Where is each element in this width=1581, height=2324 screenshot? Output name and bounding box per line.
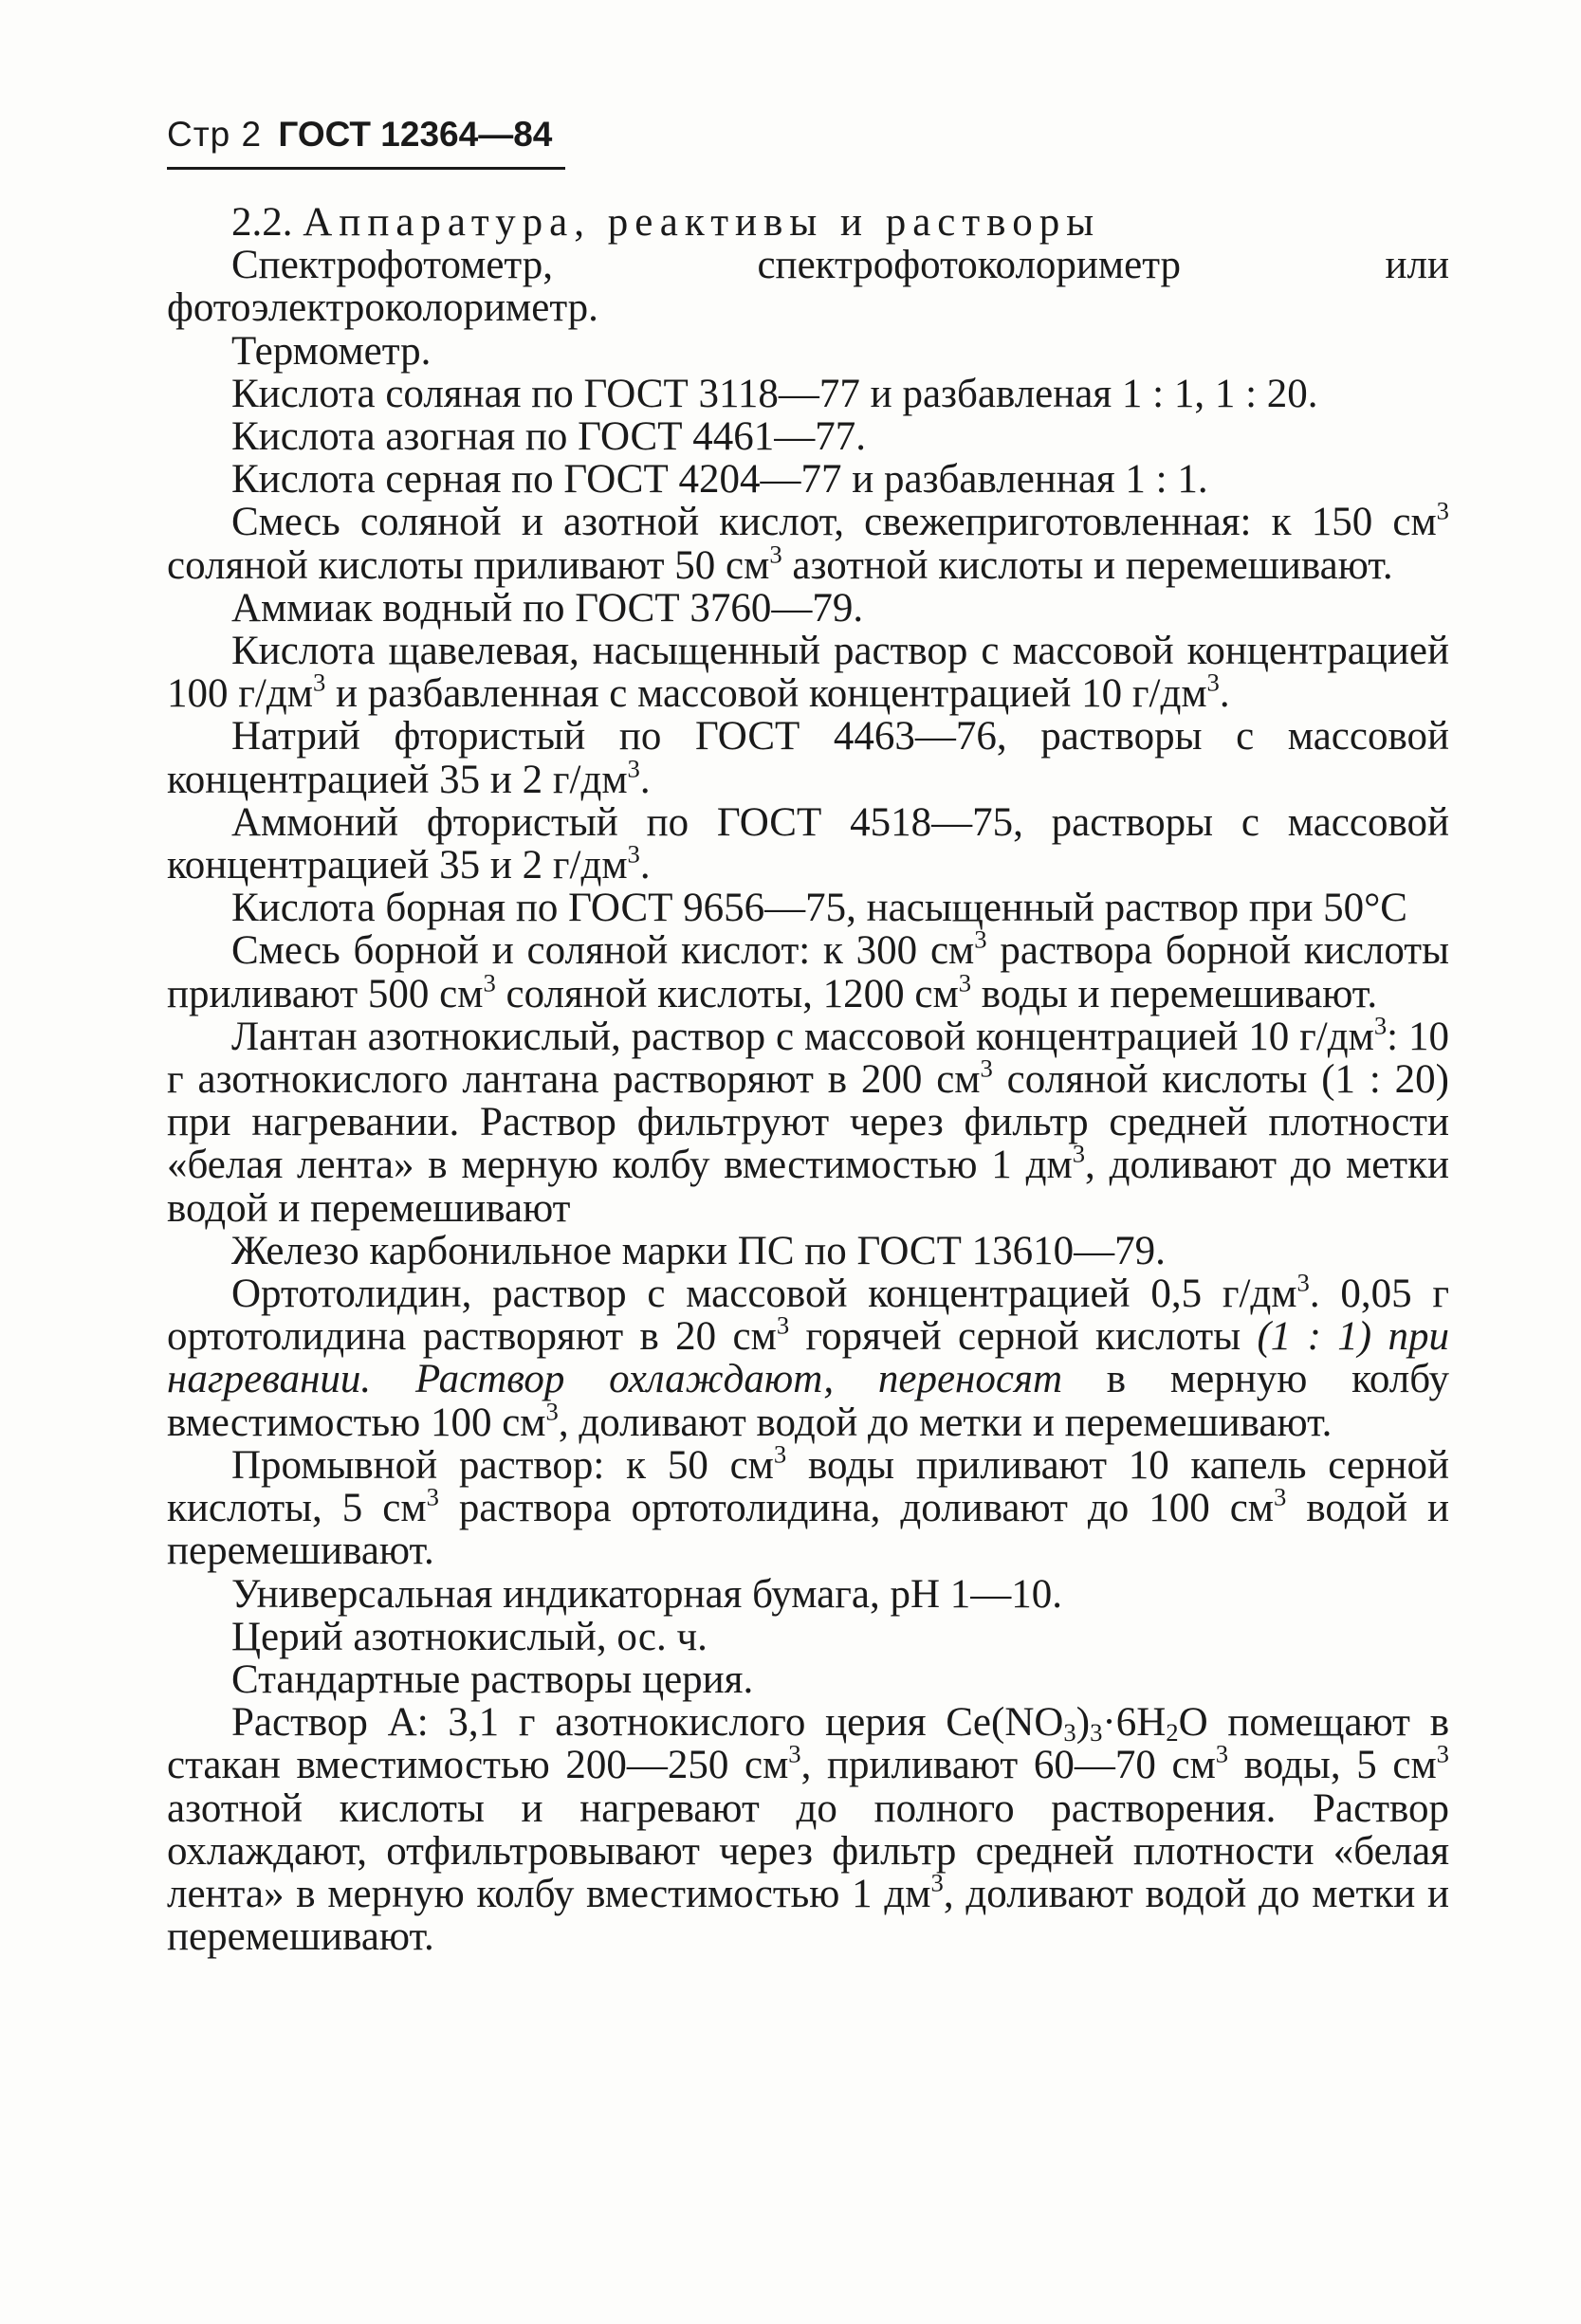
paragraph: Смесь борной и соляной кислот: к 300 $см^3$ раствора борной кислоты приливают 500 $см^3$ соляной кислоты, 1200 $см^3$ воды и перемешивают. [167,924,1449,1016]
paragraph: Кислота соляная по ГОСТ 3118—77 и разбавленая 1 : 1, 1 : 20. [231,371,1318,416]
paragraph: Кислота борная по ГОСТ 9656—75, насыщенный раствор при 50°C [231,886,1407,931]
paragraph: Церий азотнокислый, ос. ч. [231,1614,708,1659]
paragraph: Универсальная индикаторная бумага, pH 1—10. [231,1571,1063,1617]
page-number-label: Стр 2 [167,115,263,154]
paragraph: Ортотолидин, раствор с массовой концентрацией 0,5 $г/дм^3$. 0,05 г ортотолидина растворяют в 20 $см^3$ горячей серной кислоты (1 : 1) при нагревании. Раствор охлаждают, переносят в мерную колбу вместимостью 100 $см^3$, доливают водой до метки и перемешивают. [167,1268,1449,1445]
paragraph: Термометр. [231,328,432,374]
paragraph: Спектрофотометр, спектрофотоколориметр или фотоэлектроколориметр. [167,243,1449,331]
paragraph: Кислота азогная по ГОСТ 4461—77. [231,414,866,460]
paragraph: Аммоний фтористый по ГОСТ 4518—75, растворы с массовой концентрацией 35 и 2 $г/дм^3$. [167,799,1449,888]
standard-designation: ГОСТ 12364—84 [278,115,553,154]
paragraph: Железо карбонильное марки ПС по ГОСТ 13610—79. [231,1228,1166,1273]
document-body [167,201,1449,1958]
paragraph: Раствор А: 3,1 г азотнокислого церия $Ce(NO_3)_3\cdot 6H_2O$ помещают в стакан вместимостью 200—250 $см^3$, приливают 60—70 $см^3$ воды, 5 $см^3$ азотной кислоты и нагревают до полного растворения. Раствор охлаждают, отфильтровывают через фильтр средней плотности «белая лента» в мерную колбу вместимостью 1 $дм^3$, доливают водой до метки и перемешивают. [167,1700,1450,1960]
paragraph: Аммиак водный по ГОСТ 3760—79. [231,585,864,631]
paragraph: Стандартные растворы церия. [231,1656,754,1702]
page-header [167,112,565,158]
paragraph: Промывной раствор: к 50 $см^3$ воды приливают 10 капель серной кислоты, 5 $см^3$ раствора ортотолидина, доливают до 100 $см^3$ водой и перемешивают. [167,1439,1449,1574]
paragraph: Кислота щавелевая, насыщенный раствор с массовой концентрацией 100 $г/дм^3$ и разбавленная с массовой концентрацией 10 $г/дм^3$. [167,629,1449,717]
paragraph: Кислота серная по ГОСТ 4204—77 и разбавленная 1 : 1. [231,457,1208,503]
paragraph: Лантан азотнокислый, раствор с массовой концентрацией 10 $г/дм^3$: 10 г азотнокислого лантана растворяют в 200 $см^3$ соляной кислоты (1 : 20) при нагревании. Раствор фильтруют через фильтр средней плотности «белая лента» в мерную колбу вместимостью 1 $дм^3$, доливают до метки водой и перемешивают [167,1011,1449,1231]
paragraph: Смесь соляной и азотной кислот, свежеприготовленная: к 150 $см^3$ соляной кислоты приливают 50 $см^3$ азотной кислоты и перемешивают. [167,496,1449,588]
paragraph: Натрий фтористый по ГОСТ 4463—76, растворы с массовой концентрацией 35 и 2 $г/дм^3$. [167,714,1449,802]
section-heading: 2.2. Аппаратура, реактивы и растворы [231,200,1101,245]
header-rule [167,167,565,170]
